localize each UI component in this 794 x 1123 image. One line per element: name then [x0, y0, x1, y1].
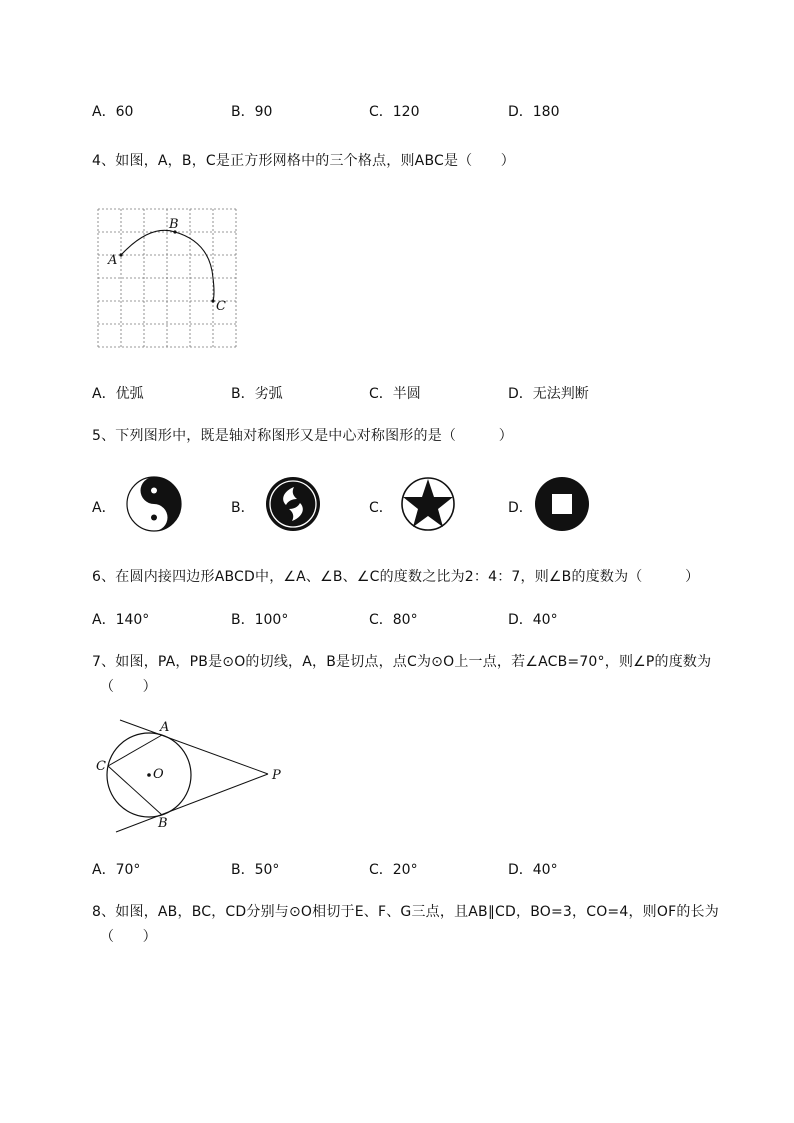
center-o — [147, 773, 151, 777]
q4-grid-figure — [95, 206, 241, 354]
q7-option-d: D．40° — [508, 862, 558, 878]
q5-option-c: C． — [369, 500, 393, 516]
label-a: A — [160, 720, 170, 735]
arc-abc — [121, 230, 214, 301]
chord-ca — [108, 735, 162, 766]
q5-option-a: A． — [92, 500, 116, 516]
label-c: C — [96, 759, 106, 774]
q4-option-d: D．无法判断 — [508, 386, 589, 402]
q6-option-c: C．80° — [369, 612, 418, 628]
point-c — [211, 299, 214, 302]
label-p: P — [272, 768, 281, 783]
q4-stem: 4、如图，A，B，C是正方形网格中的三个格点，则ABC是（ ） — [92, 153, 515, 169]
swirl-emblem-icon — [264, 475, 322, 533]
tangent-pa — [120, 720, 268, 774]
yin-yang-icon — [125, 475, 183, 533]
label-a: A — [108, 253, 118, 268]
q7-option-a: A．70° — [92, 862, 141, 878]
point-a — [119, 253, 122, 256]
label-o: O — [153, 767, 164, 782]
q8-stem-line2: （ ） — [100, 929, 157, 945]
q6-option-b: B．100° — [231, 612, 289, 628]
q7-stem-line2: （ ） — [100, 679, 157, 695]
label-b: B — [169, 217, 179, 232]
grid-lines — [98, 209, 236, 347]
star-in-circle-icon — [399, 475, 457, 533]
q5-option-b: B． — [231, 500, 255, 516]
q4-option-a: A．优弧 — [92, 386, 144, 402]
q7-option-c: C．20° — [369, 862, 418, 878]
q3-option-d: D．180 — [508, 104, 560, 120]
q7-option-b: B．50° — [231, 862, 280, 878]
q6-option-a: A．140° — [92, 612, 150, 628]
q4-option-b: B．劣弧 — [231, 386, 283, 402]
q6-option-d: D．40° — [508, 612, 558, 628]
q5-option-d: D． — [508, 500, 533, 516]
square-hole-coin-icon — [533, 475, 591, 533]
q3-option-c: C．120 — [369, 104, 420, 120]
q8-stem-line1: 8、如图，AB，BC，CD分别与⊙O相切于E、F、G三点，且AB∥CD，BO=3，CO=4，则OF的长为 — [92, 904, 719, 920]
q7-tangent-figure — [92, 714, 292, 838]
label-c: C — [216, 299, 226, 314]
q6-stem: 6、在圆内接四边形ABCD中，∠A、∠B、∠C的度数之比为2：4：7，则∠B的度数为（ ） — [92, 569, 700, 585]
label-b: B — [158, 816, 168, 831]
q4-option-c: C．半圆 — [369, 386, 421, 402]
q3-option-b: B．90 — [231, 104, 273, 120]
q7-stem-line1: 7、如图，PA，PB是⊙O的切线，A，B是切点，点C为⊙O上一点，若∠ACB=70°，则∠P的度数为 — [92, 654, 712, 670]
q3-option-a: A．60 — [92, 104, 134, 120]
q5-stem: 5、下列图形中，既是轴对称图形又是中心对称图形的是（ ） — [92, 428, 513, 444]
tangent-pb — [116, 774, 268, 832]
